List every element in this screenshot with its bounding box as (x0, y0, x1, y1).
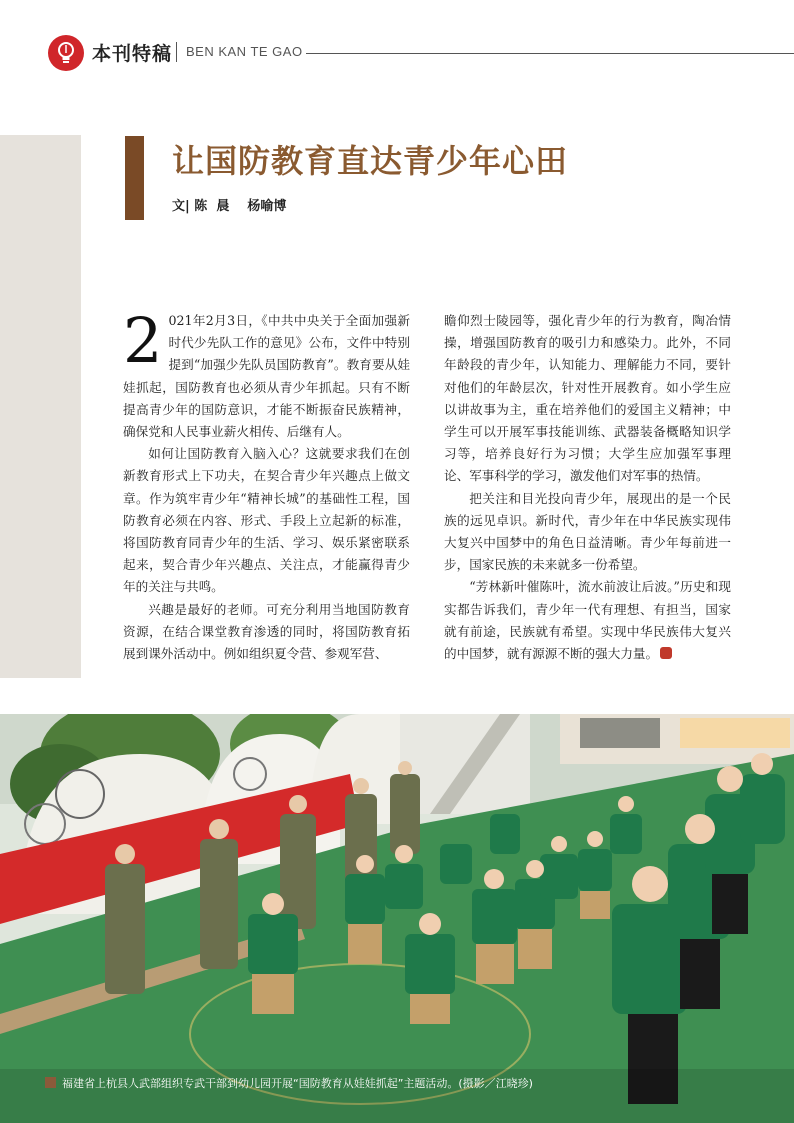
paragraph-text: “芳林新叶催陈叶，流水前波让后波。”历史和现实都告诉我们，青少年一代有理想、有担当，国家就有前途，民族就有希望。实现中华民族伟大复兴的中国梦，就有源源不断的强大力量。 (444, 579, 731, 662)
side-decoration (0, 135, 81, 678)
paragraph: 如何让国防教育入脑入心？这就要求我们在创新教育形式上下功夫，在契合青少年兴趣点上做文章。作为筑牢青少年“精神长城”的基础性工程，国防教育必须在内容、形式、手段上立起新的标准，将国防教育同青少年的生活、学习、娱乐紧密联系起来，契合青少年兴趣点、关注点，才能赢得青少年的关注与共鸣。 (123, 446, 410, 595)
end-mark-icon (660, 647, 672, 659)
lightbulb-icon (48, 35, 84, 71)
paragraph: 把关注和目光投向青少年，展现出的是一个民族的远见卓识。新时代，青少年在中华民族实现伟大复兴中国梦中的角色日益清晰。青少年每前进一步，国家民族的未来就多一份希望。 (444, 490, 731, 573)
section-title-cn: 本刊特稿 (92, 43, 173, 65)
photo-caption: 福建省上杭县人武部组织专武干部到幼儿园开展“国防教育从娃娃抓起”主题活动。(摄影／江晓珍) (62, 1077, 533, 1090)
paragraph: 兴趣是最好的老师。可充分利用当地国防教育资源，在结合课堂教育渗透的同时，将国防教育拓展到课外活动中。例如组织夏令营、参观军营、 (123, 601, 410, 662)
drop-cap: 2 (123, 304, 163, 377)
paragraph: 瞻仰烈士陵园等，强化青少年的行为教育，陶冶情操，增强国防教育的吸引力和感染力。此外，不同年龄段的青少年，认知能力、理解能力不同，要针对他们的年龄层次，针对性开展教育。如小学生应以讲故事为主，重在培养他们的爱国主义精神；中学生可以开展军事技能训练、武器装备概略知识学习等，培养良好行为习惯；大学生应加强军事理论、军事科学的学习，激发他们对军事的热情。 (444, 313, 731, 484)
text-column-right (444, 310, 731, 665)
paragraph-text: 021年2月3日，《中共中央关于全面加强新时代少先队工作的意见》公布，文件中特别提到“加强少先队员国防教育”。教育要从娃娃抓起，国防教育也必须从青少年抓起。只有不断提高青少年的国防意识，才能不断振奋民族精神，确保党和人民事业薪火相传、后继有人。 (123, 313, 410, 440)
header-separator (176, 42, 177, 62)
article-title: 让国防教育直达青少年心田 (172, 142, 569, 180)
title-accent-bar (125, 136, 144, 220)
section-title-en: BEN KAN TE GAO (186, 44, 303, 59)
paragraph (123, 304, 410, 443)
caption-marker (45, 1077, 56, 1088)
magazine-logo (48, 35, 84, 71)
text-column-left (123, 304, 410, 665)
paragraph (444, 576, 731, 665)
header-rule (306, 53, 794, 54)
article-byline: 文| 陈 晨 杨喻博 (172, 199, 287, 214)
article-photo (0, 714, 794, 1123)
